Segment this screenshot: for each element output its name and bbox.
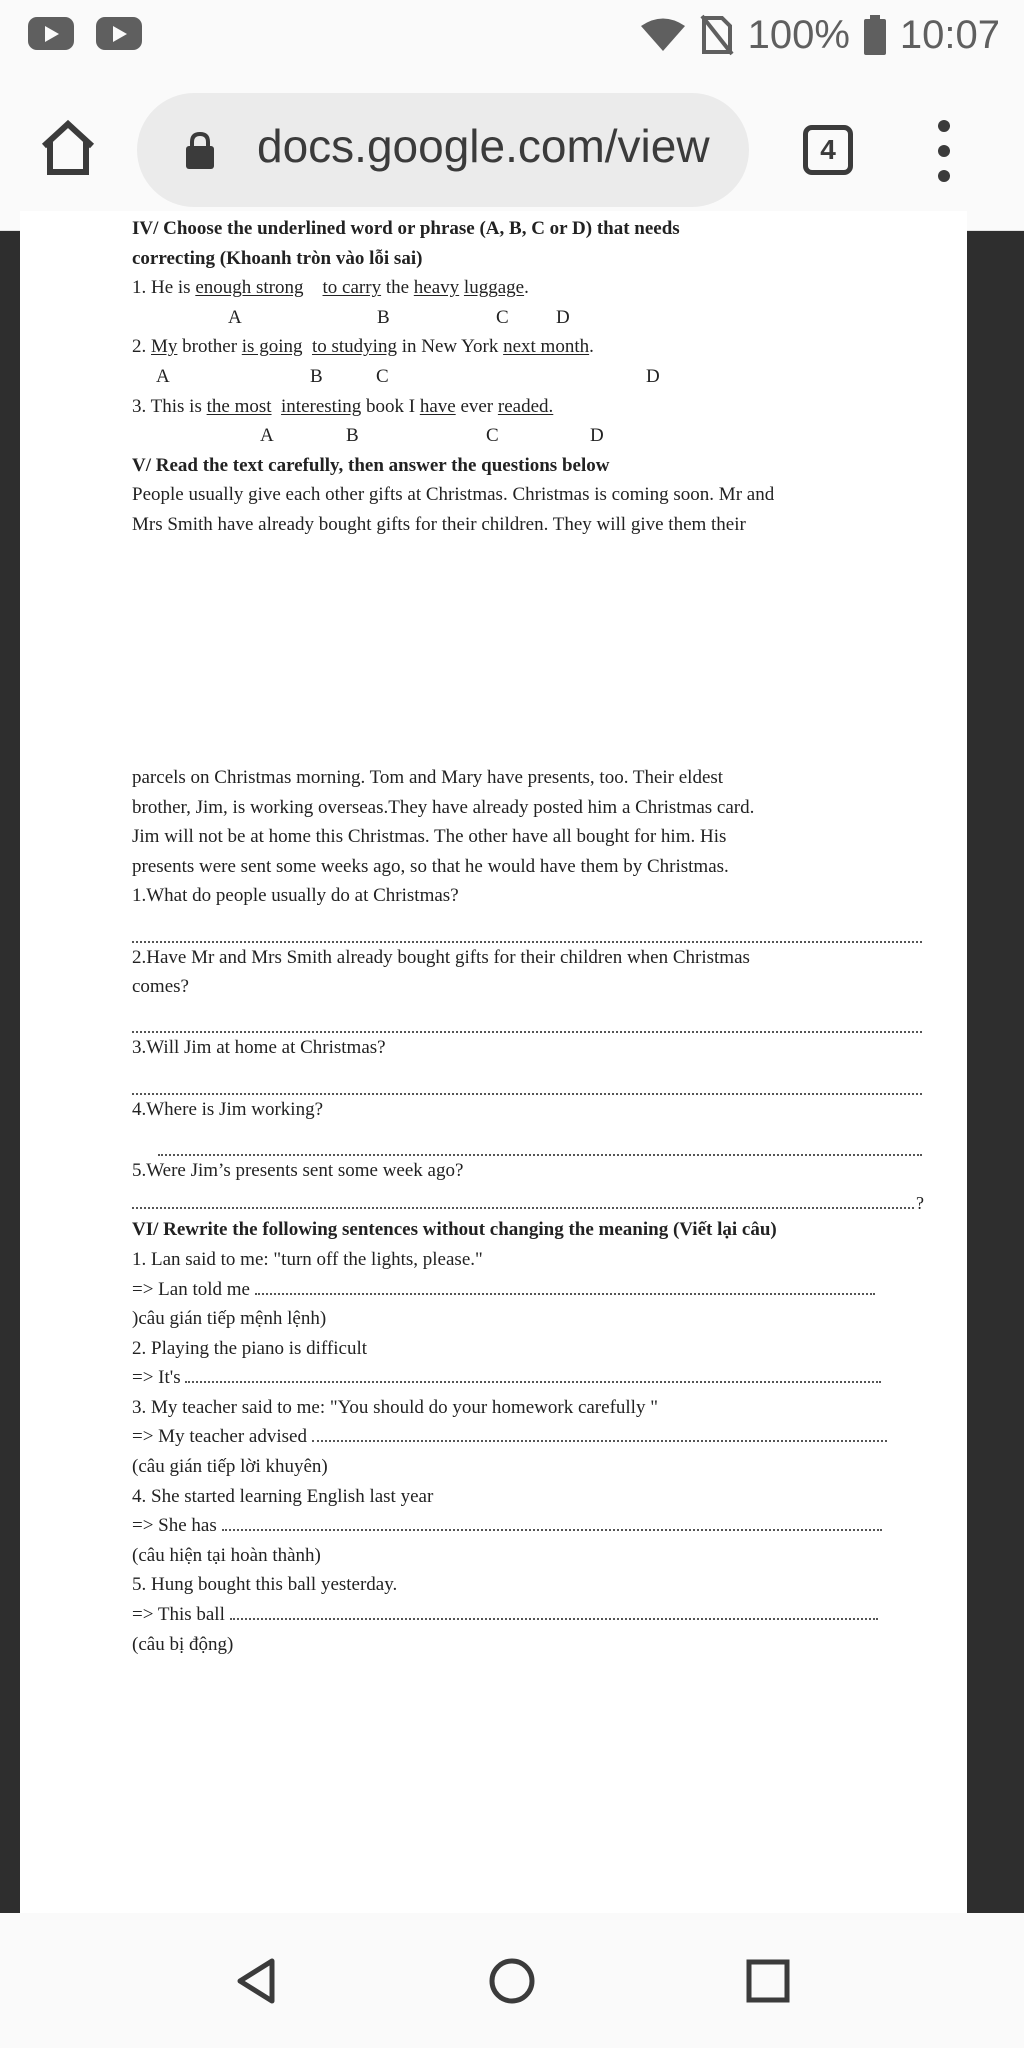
section-heading: IV/ Choose the underlined word or phrase (A, B, C or D) that needs (132, 218, 680, 239)
home-circle-icon[interactable] (488, 1957, 536, 2005)
no-sim-icon (700, 14, 734, 56)
option-letters: A B C D (260, 425, 604, 447)
rewrite-note: (câu gián tiếp lời khuyên) (132, 1456, 328, 1478)
tabs-icon[interactable]: 4 (803, 125, 853, 175)
section-heading: V/ Read the text carefully, then answer the questions below (132, 454, 610, 476)
battery-percent: 100% (747, 12, 850, 57)
rewrite-answer: => This ball (132, 1600, 922, 1630)
passage-line: brother, Jim, is working overseas.They have already posted him a Christmas card. (132, 796, 755, 818)
rewrite-answer: => It's (132, 1363, 922, 1393)
rewrite-note: (câu bị động) (132, 1633, 234, 1655)
passage-line: Jim will not be at home this Christmas. The other have all bought for him. His (132, 826, 727, 848)
page-content (132, 214, 922, 540)
document-page (20, 671, 967, 1931)
passage-line: parcels on Christmas morning. Tom and Mary have presents, too. Their eldest (132, 767, 724, 788)
rewrite-note: (câu hiện tại hoàn thành) (132, 1544, 321, 1566)
option-letters: A B C D (228, 306, 570, 328)
status-bar (0, 0, 1024, 70)
back-icon[interactable] (232, 1957, 280, 2005)
section-heading: VI/ Rewrite the following sentences without changing the meaning (Viết lại câu) (132, 1219, 777, 1241)
section-heading: correcting (Khoanh tròn vào lỗi sai) (132, 247, 423, 269)
reading-question: comes? (132, 976, 189, 998)
reading-question: 1.What do people usually do at Christmas? (132, 885, 459, 907)
passage-line: presents were sent some weeks ago, so that he would have them by Christmas. (132, 855, 729, 877)
rewrite-answer: => My teacher advised (132, 1422, 922, 1452)
youtube-icon (28, 17, 74, 50)
document-viewer[interactable] (0, 218, 1024, 1913)
question-1: 1. He is enough strong to carry the heavy luggage. (132, 277, 529, 299)
reading-question: 4.Where is Jim working? (132, 1098, 324, 1120)
recents-icon[interactable] (744, 1957, 792, 2005)
page-content (132, 763, 922, 1659)
rewrite-question: 1. Lan said to me: "turn off the lights, please." (132, 1248, 483, 1270)
system-nav-bar (0, 1913, 1024, 2048)
lock-icon (185, 131, 215, 169)
answer-line-with-mark: ? (132, 1185, 922, 1209)
browser-toolbar (0, 70, 1024, 231)
option-letters: A B C D (156, 365, 660, 387)
wifi-icon (640, 17, 686, 53)
clock: 10:07 (899, 12, 1000, 57)
passage-line: Mrs Smith have already bought gifts for their children. They will give them their (132, 513, 746, 535)
rewrite-answer: => Lan told me (132, 1275, 922, 1305)
answer-line (132, 1063, 922, 1095)
menu-icon[interactable] (930, 120, 958, 182)
question-3: 3. This is the most interesting book I have ever readed. (132, 395, 554, 417)
reading-question: 3.Will Jim at home at Christmas? (132, 1037, 386, 1059)
url-text: docs.google.com/view (257, 120, 710, 172)
answer-line (158, 1124, 922, 1156)
reading-question: 2.Have Mr and Mrs Smith already bought gifts for their children when Christmas (132, 946, 750, 968)
rewrite-question: 4. She started learning English last year (132, 1485, 434, 1507)
rewrite-answer: => She has (132, 1511, 922, 1541)
reading-question: 5.Were Jim’s presents sent some week ago? (132, 1159, 464, 1181)
rewrite-question: 2. Playing the piano is difficult (132, 1337, 368, 1359)
question-2: 2. My brother is going to studying in New York next month. (132, 336, 594, 358)
youtube-icon (96, 17, 142, 50)
rewrite-note: )câu gián tiếp mệnh lệnh) (132, 1308, 327, 1330)
answer-line (132, 911, 922, 943)
address-bar[interactable] (137, 93, 749, 207)
passage-line: People usually give each other gifts at Christmas. Christmas is coming soon. Mr and (132, 484, 775, 506)
home-icon[interactable] (36, 116, 100, 180)
rewrite-question: 5. Hung bought this ball yesterday. (132, 1574, 398, 1596)
rewrite-question: 3. My teacher said to me: "You should do your homework carefully " (132, 1396, 658, 1418)
answer-line (132, 1002, 922, 1034)
battery-icon (864, 15, 886, 55)
